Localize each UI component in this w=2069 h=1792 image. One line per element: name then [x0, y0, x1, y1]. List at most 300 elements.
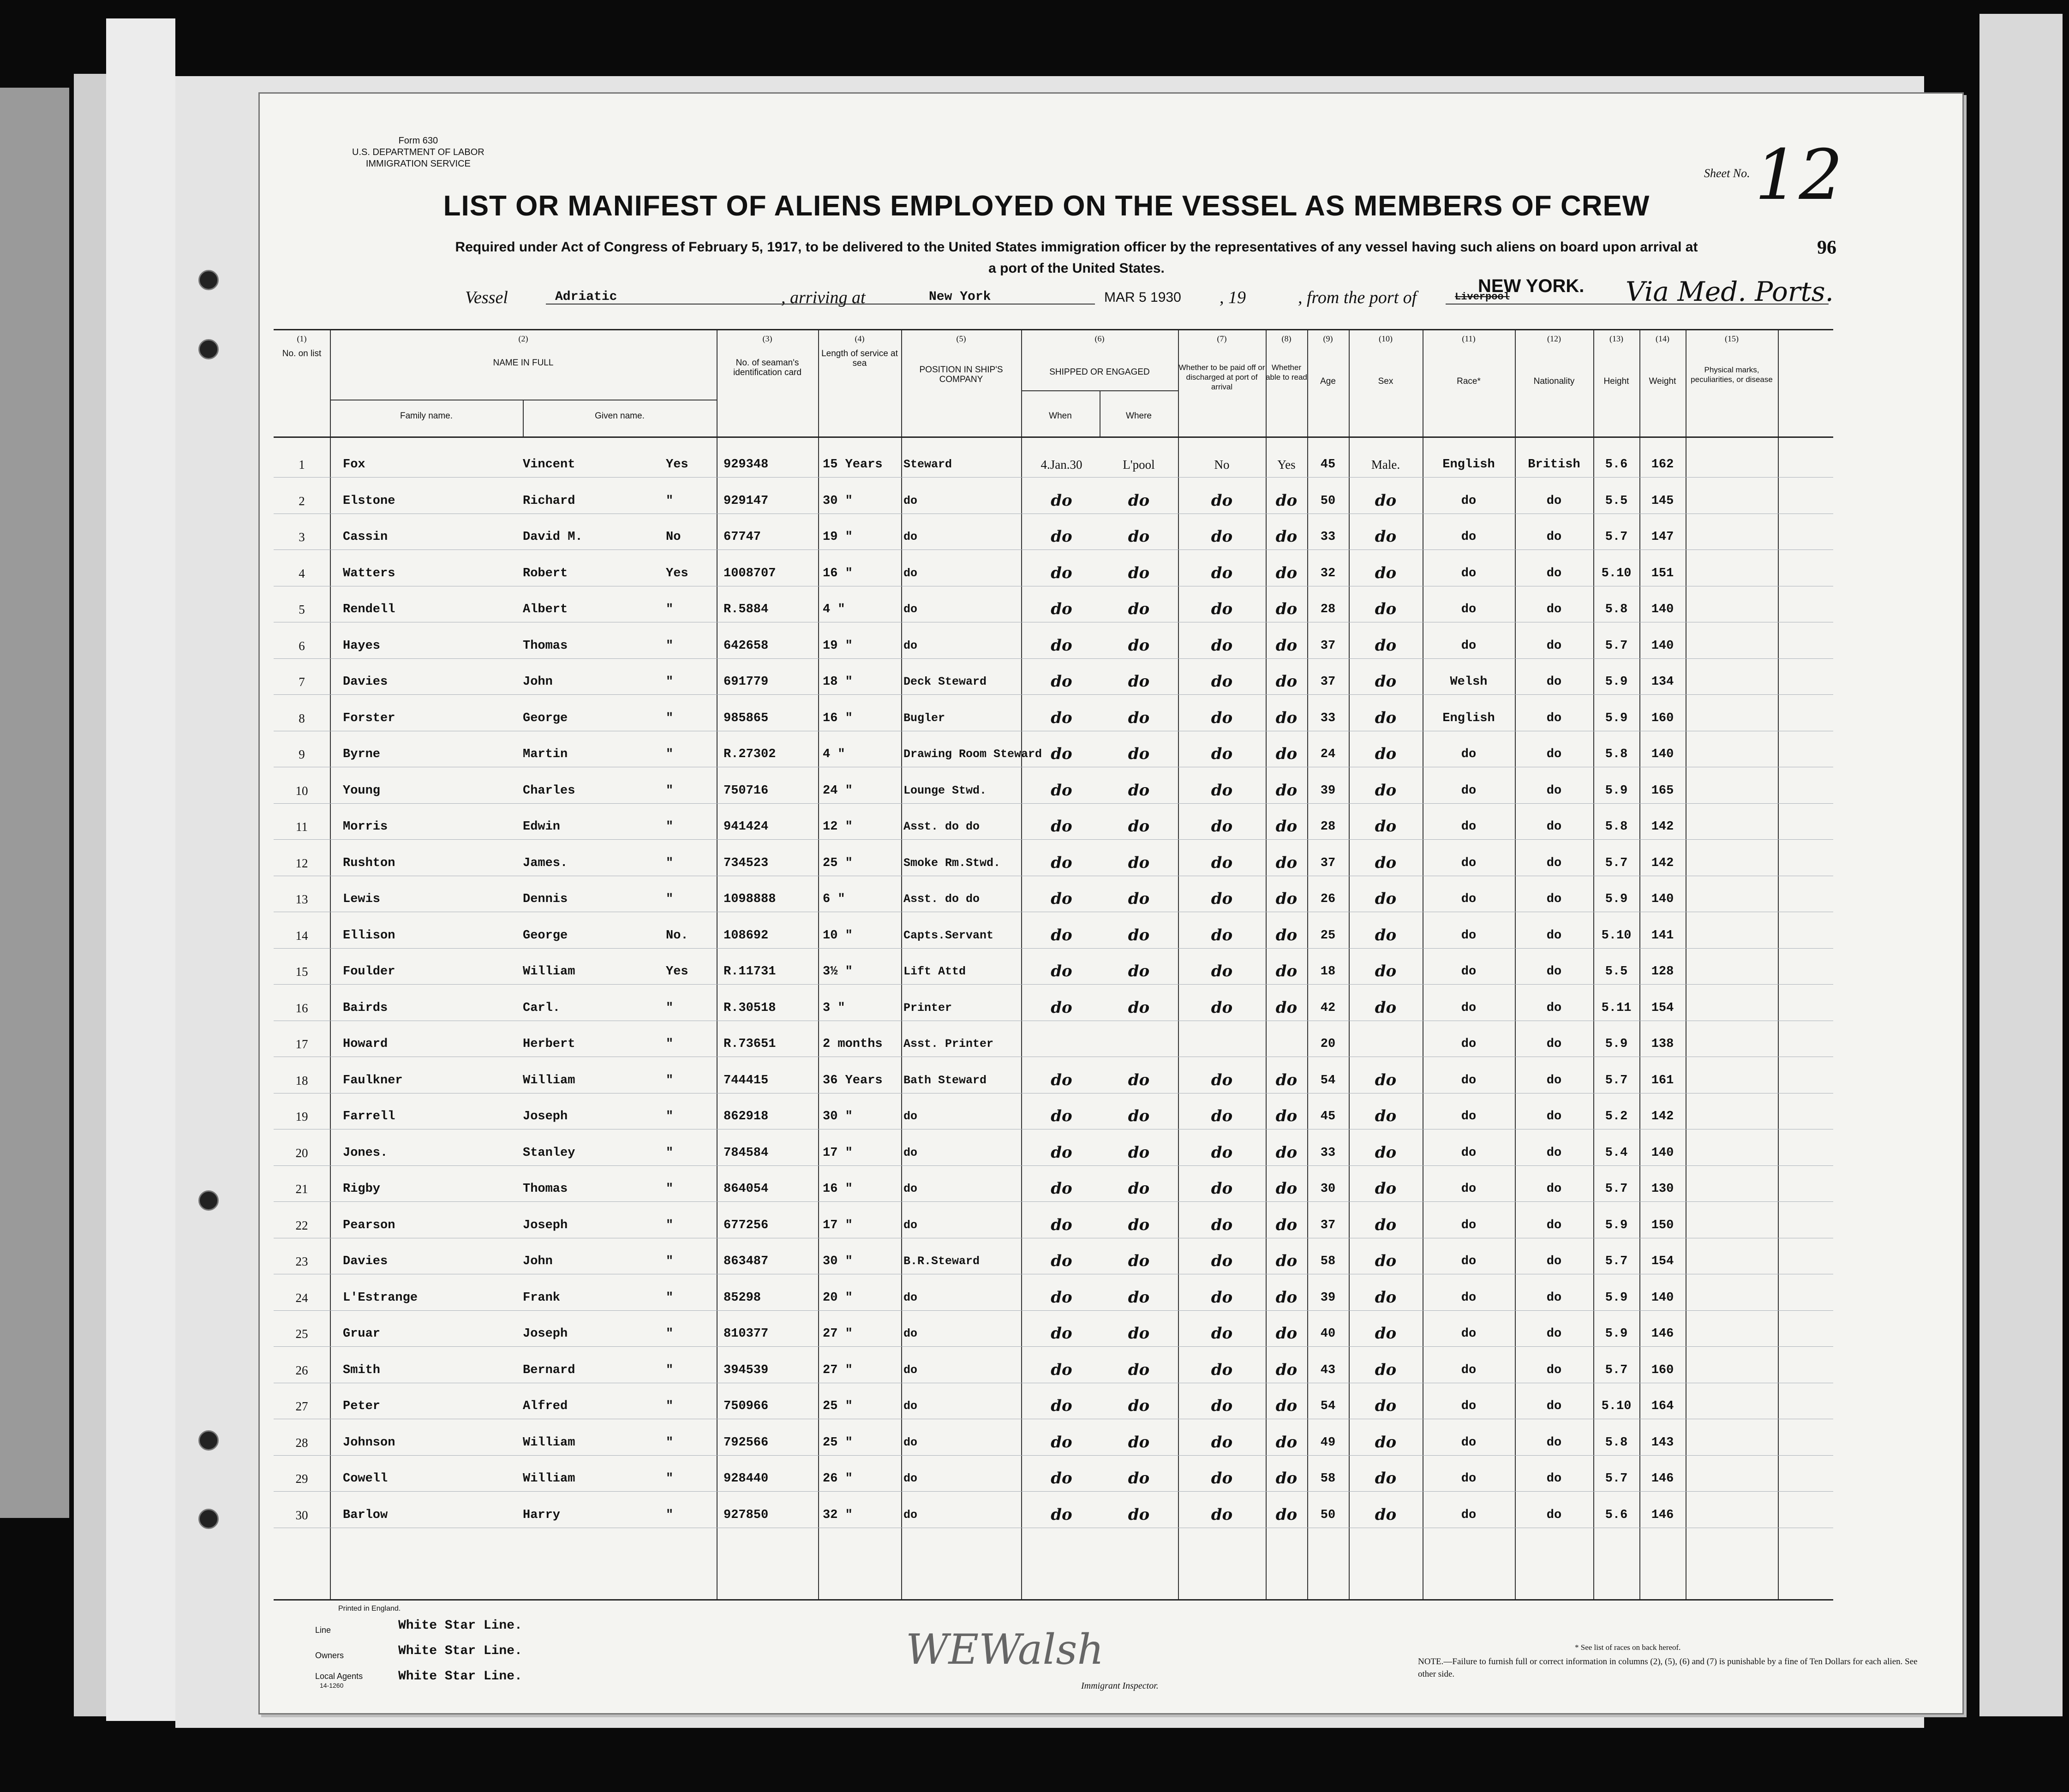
cell-family: Smith: [343, 1363, 381, 1377]
cell-family: L'Estrange: [343, 1290, 418, 1305]
cell-age: 18: [1320, 965, 1336, 979]
cell-sex: do: [1375, 563, 1397, 582]
cell-position: do: [903, 1327, 918, 1340]
cell-height: 5.9: [1605, 711, 1628, 725]
cell-read: do: [1275, 672, 1298, 691]
cell-paid: do: [1211, 1288, 1233, 1307]
cell-no: 16: [295, 1001, 308, 1015]
table-row: [274, 1165, 1833, 1202]
cell-when: do: [1051, 926, 1072, 944]
cell-where: do: [1128, 527, 1150, 546]
cell-nationality: do: [1546, 856, 1562, 870]
cell-nationality: do: [1546, 711, 1562, 725]
cell-weight: 146: [1651, 1472, 1674, 1486]
cell-sex: Male.: [1371, 458, 1400, 472]
cell-where: do: [1128, 1469, 1150, 1487]
cell-given: Vincent: [523, 458, 575, 472]
table-row: [274, 550, 1833, 586]
header-sex: Sex: [1378, 376, 1393, 386]
page-number: 96: [1817, 237, 1836, 258]
cell-given: Bernard: [523, 1363, 575, 1377]
cell-age: 37: [1320, 639, 1336, 653]
cell-service: 6 ": [823, 892, 845, 906]
header-id-card: No. of seaman's identification card: [733, 358, 801, 377]
cell-nationality: do: [1546, 1290, 1562, 1305]
cell-nationality: do: [1546, 1146, 1562, 1160]
cell-position: Lift Attd: [903, 965, 966, 978]
cell-race: Welsh: [1450, 675, 1488, 689]
header-physical-marks: Physical marks, peculiarities, or disease: [1691, 365, 1773, 384]
cell-read: do: [1275, 817, 1298, 836]
cell-read: do: [1275, 527, 1298, 546]
cell-position: do: [903, 1472, 918, 1485]
cell-race: do: [1461, 1110, 1477, 1123]
cell-no: 20: [295, 1146, 308, 1160]
cell-weight: 164: [1651, 1399, 1674, 1413]
cell-paid: do: [1211, 890, 1233, 908]
cell-card: 863487: [724, 1254, 769, 1268]
cell-card: 750716: [724, 783, 769, 798]
cell-weight: 140: [1651, 603, 1674, 616]
cell-when: do: [1051, 1179, 1072, 1198]
cell-read-mark: ": [666, 892, 674, 906]
cell-nationality: do: [1546, 1110, 1562, 1123]
cell-age: 28: [1320, 820, 1336, 834]
cell-weight: 150: [1651, 1218, 1674, 1232]
cell-service: 17 ": [823, 1218, 853, 1232]
cell-family: Forster: [343, 711, 395, 725]
cell-card: 792566: [724, 1435, 769, 1450]
cell-height: 5.2: [1605, 1110, 1628, 1123]
cell-age: 33: [1320, 711, 1336, 725]
cell-age: 58: [1320, 1472, 1336, 1486]
cell-race: do: [1461, 892, 1477, 906]
vessel-name: Adriatic: [555, 290, 617, 304]
cell-service: 32 ": [823, 1508, 853, 1522]
cell-position: Asst. Printer: [903, 1037, 994, 1051]
cell-given: John: [523, 1254, 553, 1268]
cell-weight: 140: [1651, 1146, 1674, 1160]
cell-age: 58: [1320, 1254, 1336, 1268]
cell-family: Byrne: [343, 747, 381, 761]
cell-no: 13: [295, 892, 308, 906]
header-able-to-read: Whether able to read: [1266, 363, 1307, 382]
cell-paid: do: [1211, 1397, 1233, 1415]
cell-family: Pearson: [343, 1218, 395, 1232]
cell-race: do: [1461, 856, 1477, 870]
cell-no: 29: [295, 1472, 308, 1486]
cell-card: 394539: [724, 1363, 769, 1377]
cell-paid: do: [1211, 1252, 1233, 1270]
cell-no: 7: [299, 675, 305, 689]
cell-family: Bairds: [343, 1001, 388, 1015]
header-given-name: Given name.: [595, 411, 645, 421]
cell-weight: 162: [1651, 458, 1674, 472]
cell-sex: do: [1375, 672, 1397, 691]
cell-nationality: do: [1546, 1363, 1562, 1377]
cell-age: 32: [1320, 566, 1336, 580]
cell-when: do: [1051, 1469, 1072, 1487]
cell-when: do: [1051, 962, 1072, 980]
cell-read: Yes: [1277, 458, 1296, 472]
cell-when: do: [1051, 1433, 1072, 1452]
cell-read-mark: ": [666, 603, 674, 616]
cell-read-mark: ": [666, 1182, 674, 1196]
cell-given: George: [523, 711, 568, 725]
cell-no: 8: [299, 711, 305, 725]
cell-read-mark: No.: [666, 928, 688, 943]
binding-strip: [0, 88, 69, 1518]
cell-sex: do: [1375, 1397, 1397, 1415]
cell-height: 5.9: [1605, 1290, 1628, 1305]
cell-card: 810377: [724, 1327, 769, 1341]
cell-weight: 142: [1651, 856, 1674, 870]
cell-nationality: do: [1546, 566, 1562, 580]
cell-sex: do: [1375, 1070, 1397, 1089]
penalty-note: NOTE.—Failure to furnish full or correct information in columns (2), (5), (6) and (7) is punishable by a fine of Ten Dollars for each alien. See other side.: [1418, 1657, 1918, 1679]
cell-height: 5.7: [1605, 856, 1628, 870]
header-length-of-service: Length of service at sea: [821, 349, 898, 368]
cell-height: 5.7: [1605, 639, 1628, 653]
cell-when: do: [1051, 1070, 1072, 1089]
cell-position: Drawing Room Steward: [903, 747, 1042, 761]
cell-read: do: [1275, 1324, 1298, 1343]
cell-nationality: do: [1546, 639, 1562, 653]
cell-paid: do: [1211, 745, 1233, 763]
cell-race: do: [1461, 1182, 1477, 1196]
cell-weight: 130: [1651, 1182, 1674, 1196]
table-row: [274, 1057, 1833, 1093]
cell-where: do: [1128, 1397, 1150, 1415]
cell-race: do: [1461, 783, 1477, 798]
cell-paid: do: [1211, 1179, 1233, 1198]
cell-given: Joseph: [523, 1110, 568, 1123]
agents-label: Local Agents: [315, 1672, 363, 1681]
cell-when: do: [1051, 491, 1072, 510]
cell-card: R.73651: [724, 1037, 776, 1051]
cell-service: 24 ": [823, 783, 853, 798]
table-row: [274, 840, 1833, 876]
arriving-label: , arriving at: [781, 288, 866, 307]
header-nationality: Nationality: [1533, 376, 1575, 386]
cell-age: 43: [1320, 1363, 1336, 1377]
departure-port-struck: Liverpool: [1455, 291, 1510, 303]
cell-nationality: do: [1546, 675, 1562, 689]
cell-family: Young: [343, 783, 381, 798]
cell-height: 5.8: [1605, 1435, 1628, 1450]
agents-code: 14-1260: [320, 1682, 344, 1689]
cell-when: do: [1051, 527, 1072, 546]
cell-weight: 142: [1651, 1110, 1674, 1123]
cell-family: Elstone: [343, 494, 395, 508]
header-weight: Weight: [1649, 376, 1676, 386]
cell-paid: do: [1211, 708, 1233, 727]
cell-weight: 151: [1651, 566, 1674, 580]
column-number: (7): [1217, 334, 1227, 343]
cell-height: 5.6: [1605, 458, 1628, 472]
cell-sex: do: [1375, 1107, 1397, 1125]
cell-position: do: [903, 566, 918, 580]
column-number: (11): [1462, 334, 1476, 343]
cell-service: 19 ": [823, 530, 853, 544]
cell-race: do: [1461, 1290, 1477, 1305]
cell-read-mark: ": [666, 1435, 674, 1450]
cell-weight: 142: [1651, 820, 1674, 834]
cell-given: Dennis: [523, 892, 568, 906]
cell-paid: do: [1211, 853, 1233, 872]
cell-read: do: [1275, 708, 1298, 727]
cell-nationality: do: [1546, 1327, 1562, 1341]
cell-given: Albert: [523, 603, 568, 616]
cell-when: do: [1051, 745, 1072, 763]
column-number: (8): [1281, 334, 1292, 343]
cell-height: 5.5: [1605, 494, 1628, 508]
cell-age: 40: [1320, 1327, 1336, 1341]
cell-family: Fox: [343, 458, 365, 472]
cell-when: do: [1051, 1397, 1072, 1415]
cell-service: 15 Years: [823, 458, 883, 472]
cell-service: 10 ": [823, 928, 853, 943]
cell-card: 929147: [724, 494, 769, 508]
arrival-date: MAR 5 1930: [1104, 290, 1181, 305]
cell-paid: do: [1211, 817, 1233, 836]
cell-weight: 128: [1651, 965, 1674, 979]
cell-position: Asst. do do: [903, 820, 980, 833]
cell-race: English: [1442, 711, 1495, 725]
cell-card: R.5884: [724, 603, 769, 616]
cell-paid: do: [1211, 600, 1233, 618]
punch-hole: [198, 1509, 219, 1529]
cell-given: William: [523, 1073, 575, 1087]
cell-card: 941424: [724, 820, 769, 834]
agents-value: White Star Line.: [398, 1669, 522, 1684]
binding-strip: [74, 74, 106, 1716]
binding-strip: [106, 18, 175, 1721]
cell-sex: do: [1375, 1433, 1397, 1452]
cell-card: 927850: [724, 1508, 769, 1522]
cell-race: do: [1461, 639, 1477, 653]
cell-age: 45: [1320, 1110, 1336, 1123]
cell-given: Carl.: [523, 1001, 561, 1015]
service: IMMIGRATION SERVICE: [365, 159, 471, 169]
cell-given: Harry: [523, 1508, 561, 1522]
cell-read: do: [1275, 1179, 1298, 1198]
cell-given: Joseph: [523, 1327, 568, 1341]
cell-where: do: [1128, 563, 1150, 582]
cell-read-mark: ": [666, 1508, 674, 1522]
cell-weight: 161: [1651, 1073, 1674, 1087]
cell-when: 4.Jan.30: [1040, 458, 1082, 472]
cell-weight: 134: [1651, 675, 1674, 689]
cell-height: 5.9: [1605, 1218, 1628, 1232]
cell-age: 54: [1320, 1073, 1336, 1087]
cell-weight: 160: [1651, 711, 1674, 725]
cell-read-mark: ": [666, 675, 674, 689]
table-row: [274, 1093, 1833, 1129]
page-title: LIST OR MANIFEST OF ALIENS EMPLOYED ON THE VESSEL AS MEMBERS OF CREW: [443, 190, 1650, 222]
cell-read: do: [1275, 1288, 1298, 1307]
cell-paid: do: [1211, 1505, 1233, 1524]
cell-paid: do: [1211, 636, 1233, 655]
cell-family: Watters: [343, 566, 395, 580]
cell-given: David M.: [523, 530, 583, 544]
cell-where: do: [1128, 1360, 1150, 1379]
table-row: [274, 1274, 1833, 1311]
cell-given: Martin: [523, 747, 568, 761]
cell-service: 12 ": [823, 820, 853, 834]
cell-card: 108692: [724, 928, 769, 943]
cell-paid: do: [1211, 1433, 1233, 1452]
cell-age: 39: [1320, 783, 1336, 798]
cell-family: Peter: [343, 1399, 381, 1413]
cell-age: 33: [1320, 530, 1336, 544]
cell-nationality: do: [1546, 783, 1562, 798]
cell-where: L'pool: [1123, 458, 1155, 472]
cell-race: do: [1461, 1327, 1477, 1341]
cell-card: 85298: [724, 1290, 761, 1305]
cell-weight: 160: [1651, 1363, 1674, 1377]
cell-read: do: [1275, 1505, 1298, 1524]
cell-height: 5.7: [1605, 1182, 1628, 1196]
cell-where: do: [1128, 708, 1150, 727]
cell-sex: do: [1375, 890, 1397, 908]
cell-sex: do: [1375, 1469, 1397, 1487]
cell-service: 30 ": [823, 1254, 853, 1268]
cell-where: do: [1128, 491, 1150, 510]
cell-given: Alfred: [523, 1399, 568, 1413]
cell-nationality: do: [1546, 1182, 1562, 1196]
sheet-number: 12: [1755, 135, 1843, 215]
cell-card: 929348: [724, 458, 769, 472]
cell-height: 5.9: [1605, 1037, 1628, 1051]
header-family-name: Family name.: [400, 411, 453, 421]
cell-height: 5.4: [1605, 1146, 1628, 1160]
cell-paid: do: [1211, 563, 1233, 582]
cell-no: 30: [295, 1508, 308, 1522]
cell-read: do: [1275, 1397, 1298, 1415]
cell-no: 3: [299, 530, 305, 544]
cell-given: Thomas: [523, 1182, 568, 1196]
cell-position: do: [903, 1182, 918, 1195]
header-where: Where: [1126, 411, 1152, 421]
cell-height: 5.8: [1605, 603, 1628, 616]
cell-read-mark: ": [666, 1146, 674, 1160]
cell-weight: 140: [1651, 747, 1674, 761]
cell-given: Charles: [523, 783, 575, 798]
cell-read: do: [1275, 1433, 1298, 1452]
column-number: (14): [1656, 334, 1669, 343]
cell-where: do: [1128, 1179, 1150, 1198]
cell-service: 27 ": [823, 1327, 853, 1341]
cell-no: 2: [299, 494, 305, 508]
cell-no: 5: [299, 603, 305, 616]
cell-weight: 154: [1651, 1001, 1674, 1015]
cell-read: do: [1275, 853, 1298, 872]
cell-card: 691779: [724, 675, 769, 689]
cell-when: do: [1051, 890, 1072, 908]
cell-family: Davies: [343, 675, 388, 689]
cell-when: do: [1051, 998, 1072, 1017]
binding-strip: [1979, 14, 2063, 1716]
cell-when: do: [1051, 600, 1072, 618]
cell-where: do: [1128, 636, 1150, 655]
department: U.S. DEPARTMENT OF LABOR: [352, 147, 484, 157]
cell-sex: do: [1375, 998, 1397, 1017]
cell-read-mark: Yes: [666, 965, 688, 979]
column-number: (1): [297, 334, 307, 343]
cell-sex: do: [1375, 1143, 1397, 1162]
cell-read: do: [1275, 1143, 1298, 1162]
cell-read: do: [1275, 1469, 1298, 1487]
cell-age: 37: [1320, 675, 1336, 689]
cell-family: Hayes: [343, 639, 381, 653]
cell-sex: do: [1375, 1505, 1397, 1524]
cell-no: 11: [296, 820, 308, 834]
cell-service: 4 ": [823, 603, 845, 616]
table-row: [274, 803, 1833, 840]
cell-when: do: [1051, 1360, 1072, 1379]
cell-where: do: [1128, 926, 1150, 944]
cell-where: do: [1128, 817, 1150, 836]
table-row: [274, 1129, 1833, 1166]
cell-age: 20: [1320, 1037, 1336, 1051]
crew-table: [274, 329, 1833, 1601]
cell-age: 24: [1320, 747, 1336, 761]
cell-card: 734523: [724, 856, 769, 870]
table-row: [274, 1238, 1833, 1274]
cell-read-mark: ": [666, 1073, 674, 1087]
column-number: (15): [1725, 334, 1739, 343]
cell-service: 3½ ": [823, 965, 853, 979]
cell-position: do: [903, 1435, 918, 1449]
cell-sex: do: [1375, 1324, 1397, 1343]
cell-family: Rendell: [343, 603, 395, 616]
cell-card: 862918: [724, 1110, 769, 1123]
cell-position: do: [903, 603, 918, 616]
cell-when: do: [1051, 1324, 1072, 1343]
cell-given: Robert: [523, 566, 568, 580]
cell-paid: do: [1211, 1215, 1233, 1234]
cell-nationality: do: [1546, 1254, 1562, 1268]
cell-where: do: [1128, 962, 1150, 980]
header-age: Age: [1320, 376, 1336, 386]
table-row: [274, 1310, 1833, 1347]
cell-position: Bath Steward: [903, 1073, 987, 1087]
cell-race: do: [1461, 1073, 1477, 1087]
cell-age: 26: [1320, 892, 1336, 906]
cell-service: 18 ": [823, 675, 853, 689]
cell-nationality: do: [1546, 530, 1562, 544]
cell-family: Davies: [343, 1254, 388, 1268]
cell-family: Faulkner: [343, 1073, 403, 1087]
punch-hole: [198, 270, 219, 290]
cell-where: do: [1128, 998, 1150, 1017]
cell-weight: 138: [1651, 1037, 1674, 1051]
cell-height: 5.9: [1605, 675, 1628, 689]
cell-no: 28: [295, 1435, 308, 1450]
cell-no: 23: [295, 1254, 308, 1268]
cell-no: 9: [299, 747, 305, 761]
inspector-signature: WEWalsh: [906, 1625, 1104, 1674]
cell-no: 4: [299, 566, 305, 580]
from-port-label: , from the port of: [1298, 288, 1417, 307]
cell-service: 16 ": [823, 566, 853, 580]
table-row: [274, 912, 1833, 949]
cell-read: do: [1275, 998, 1298, 1017]
cell-position: Bugler: [903, 711, 945, 725]
cell-position: B.R.Steward: [903, 1254, 980, 1268]
cell-weight: 147: [1651, 530, 1674, 544]
